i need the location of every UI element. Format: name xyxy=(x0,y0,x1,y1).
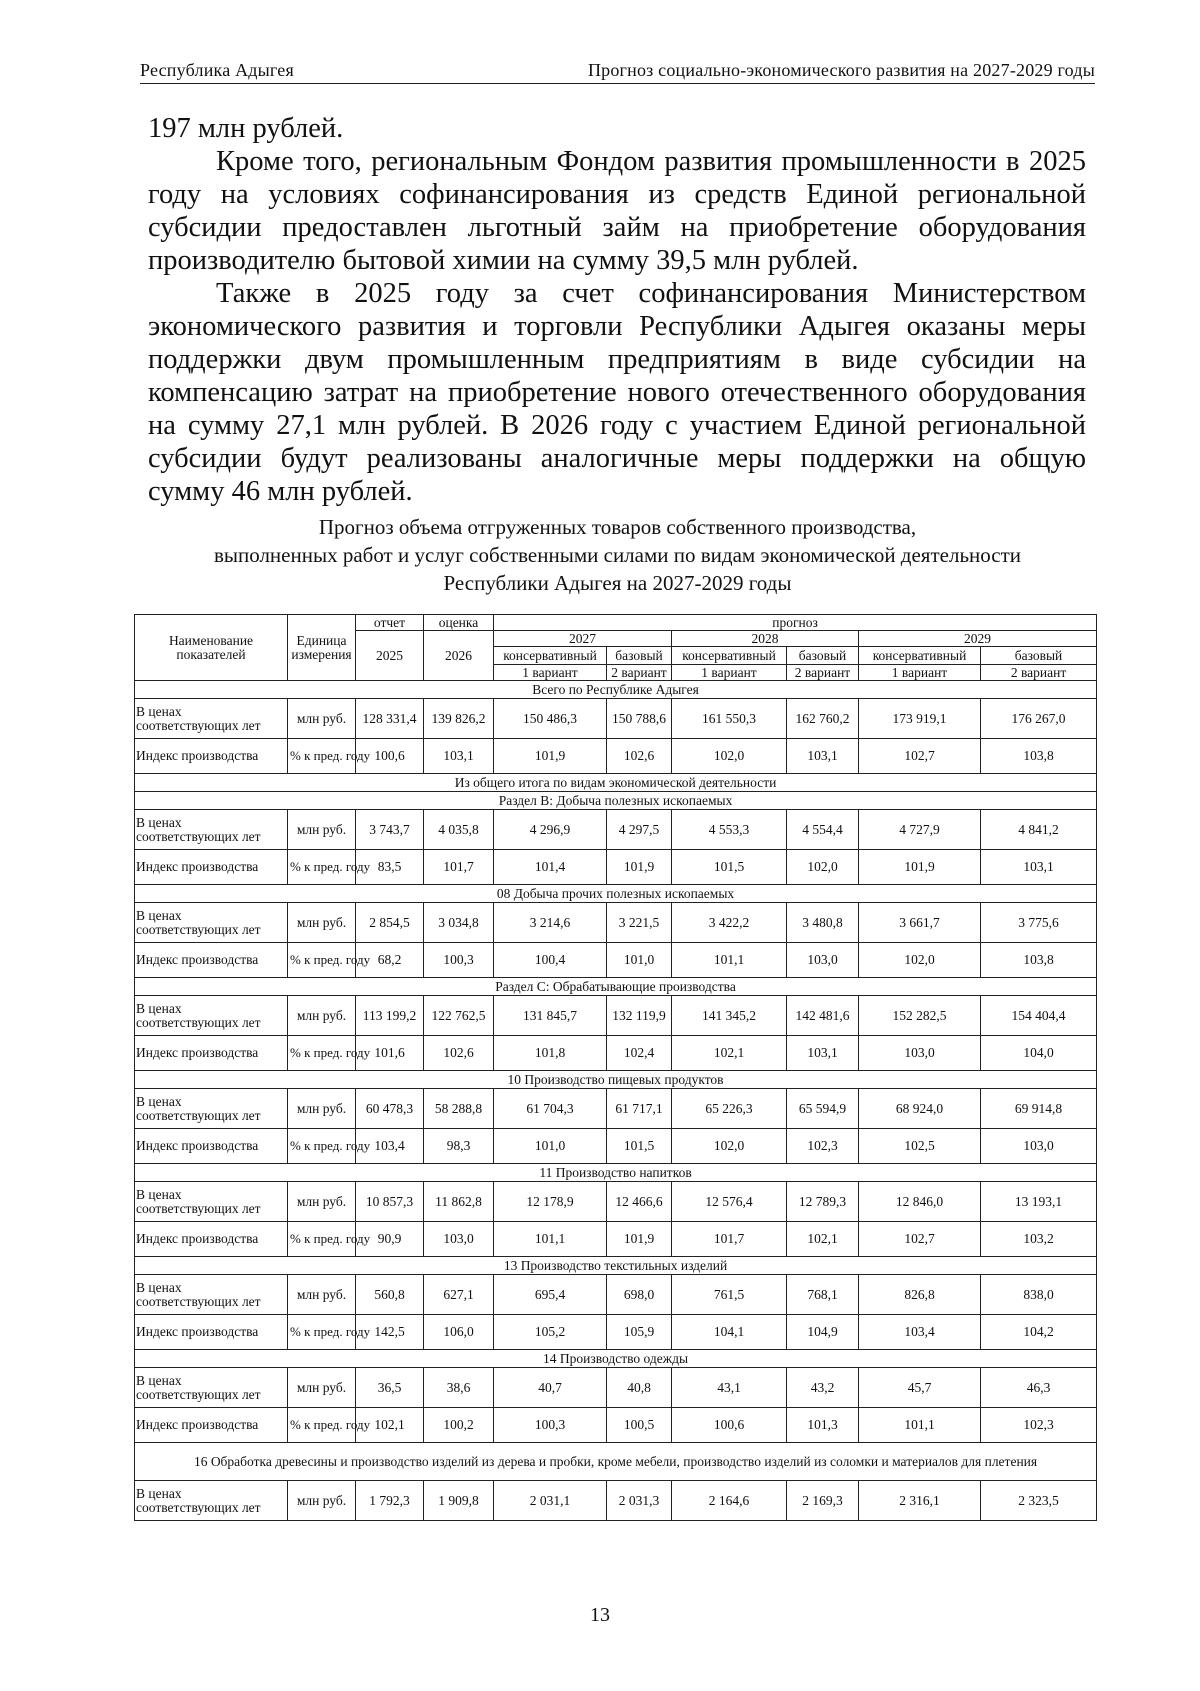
table-cell: 4 554,4 xyxy=(787,810,859,850)
table-title-line: выполненных работ и услуг собственными силами по видам экономической деятельности xyxy=(213,543,1022,567)
table-cell: 768,1 xyxy=(787,1275,859,1315)
row-label: Индекс производства xyxy=(135,943,288,978)
section-title: 13 Производство текстильных изделий xyxy=(135,1257,1097,1275)
table-cell: 3 480,8 xyxy=(787,903,859,943)
table-cell: 68,2 xyxy=(356,943,424,978)
row-label: В ценах соответствующих лет xyxy=(135,903,288,943)
table-cell: 4 841,2 xyxy=(981,810,1097,850)
table-title-line: Республики Адыгея на 2027-2029 годы xyxy=(443,571,792,595)
table-cell: 173 919,1 xyxy=(859,699,981,739)
row-label: В ценах соответствующих лет xyxy=(135,1089,288,1129)
table-row-index xyxy=(135,1036,1097,1071)
table-cell: 102,7 xyxy=(859,739,981,774)
row-label: В ценах соответствующих лет xyxy=(135,699,288,739)
table-cell: 102,0 xyxy=(672,1129,787,1164)
row-unit: млн руб. xyxy=(288,1182,356,1222)
table-cell: 101,0 xyxy=(607,943,672,978)
header-region: Республика Адыгея xyxy=(140,60,294,80)
row-unit: млн руб. xyxy=(288,1089,356,1129)
row-unit: млн руб. xyxy=(288,996,356,1036)
row-unit: млн руб. xyxy=(288,1368,356,1408)
header-year-2028: 2028 xyxy=(672,631,859,647)
table-cell: 3 743,7 xyxy=(356,810,424,850)
row-label: В ценах соответствующих лет xyxy=(135,1182,288,1222)
header-year-2029: 2029 xyxy=(859,631,1097,647)
body-text xyxy=(148,112,1086,508)
section-title: Раздел В: Добыча полезных ископаемых xyxy=(135,792,1097,810)
table-cell: 13 193,1 xyxy=(981,1182,1097,1222)
table-cell: 162 760,2 xyxy=(787,699,859,739)
table-cell: 142,5 xyxy=(356,1315,424,1350)
table-cell: 103,1 xyxy=(787,739,859,774)
table-cell: 152 282,5 xyxy=(859,996,981,1036)
table-cell: 4 297,5 xyxy=(607,810,672,850)
row-unit: % к пред. году xyxy=(288,1315,356,1350)
table-title xyxy=(140,513,1095,597)
table-row-prices xyxy=(135,1275,1097,1315)
table-cell: 12 576,4 xyxy=(672,1182,787,1222)
table-cell: 105,9 xyxy=(607,1315,672,1350)
row-label: Индекс производства xyxy=(135,1036,288,1071)
table-cell: 627,1 xyxy=(424,1275,494,1315)
table-cell: 176 267,0 xyxy=(981,699,1097,739)
table-cell: 4 727,9 xyxy=(859,810,981,850)
table-cell: 103,0 xyxy=(859,1036,981,1071)
table-row-index xyxy=(135,1222,1097,1257)
table-cell: 102,0 xyxy=(859,943,981,978)
table-cell: 2 323,5 xyxy=(981,1481,1097,1521)
table-cell: 101,3 xyxy=(787,1408,859,1443)
table-cell: 2 031,1 xyxy=(494,1481,607,1521)
table-cell: 102,0 xyxy=(787,850,859,885)
header-variant-1: 1 вариант xyxy=(859,665,981,681)
table-cell: 61 704,3 xyxy=(494,1089,607,1129)
row-unit: % к пред. году xyxy=(288,739,356,774)
table-cell: 90,9 xyxy=(356,1222,424,1257)
page-number: 13 xyxy=(590,1604,610,1626)
paragraph: Также в 2025 году за счет софинансирования Министерством экономического развития и торговли Республики Адыгея оказаны меры поддержки двум промышленным предприятиям в виде субсидии на компенсацию затрат на приобретение нового отечественного оборудования на сумму 27,1 млн рублей. В 2026 году с участием Единой региональной субсидии будут реализованы аналогичные меры поддержки на общую сумму 46 млн рублей. xyxy=(148,278,1086,507)
table-cell: 150 486,3 xyxy=(494,699,607,739)
header-base: базовый xyxy=(787,647,859,665)
table-cell: 46,3 xyxy=(981,1368,1097,1408)
table-cell: 101,4 xyxy=(494,850,607,885)
table-cell: 101,9 xyxy=(859,850,981,885)
section-title: 08 Добыча прочих полезных ископаемых xyxy=(135,885,1097,903)
table-cell: 103,0 xyxy=(424,1222,494,1257)
header-year-2027: 2027 xyxy=(494,631,672,647)
table-row-index xyxy=(135,850,1097,885)
table-cell: 103,0 xyxy=(981,1129,1097,1164)
table-cell: 102,0 xyxy=(672,739,787,774)
table-row-prices xyxy=(135,1481,1097,1521)
table-cell: 105,2 xyxy=(494,1315,607,1350)
table-cell: 40,8 xyxy=(607,1368,672,1408)
table-cell: 40,7 xyxy=(494,1368,607,1408)
table-cell: 142 481,6 xyxy=(787,996,859,1036)
table-cell: 102,6 xyxy=(424,1036,494,1071)
row-label: Индекс производства xyxy=(135,1315,288,1350)
table-cell: 838,0 xyxy=(981,1275,1097,1315)
section-title: 16 Обработка древесины и производство изделий из дерева и пробки, кроме мебели, производство изделий из соломки и материалов для плетения xyxy=(135,1443,1097,1481)
table-cell: 101,1 xyxy=(494,1222,607,1257)
header-base: базовый xyxy=(981,647,1097,665)
table-cell: 131 845,7 xyxy=(494,996,607,1036)
row-label: Индекс производства xyxy=(135,1222,288,1257)
section-title: 11 Производство напитков xyxy=(135,1164,1097,1182)
table-cell: 61 717,1 xyxy=(607,1089,672,1129)
table-cell: 102,7 xyxy=(859,1222,981,1257)
section-title: Из общего итога по видам экономической деятельности xyxy=(135,774,1097,792)
section-title: 14 Производство одежды xyxy=(135,1350,1097,1368)
table-cell: 3 661,7 xyxy=(859,903,981,943)
table-cell: 100,4 xyxy=(494,943,607,978)
table-row-index xyxy=(135,943,1097,978)
table-cell: 104,9 xyxy=(787,1315,859,1350)
table-cell: 11 862,8 xyxy=(424,1182,494,1222)
table-cell: 2 169,3 xyxy=(787,1481,859,1521)
table-cell: 3 775,6 xyxy=(981,903,1097,943)
table-cell: 3 422,2 xyxy=(672,903,787,943)
table-cell: 68 924,0 xyxy=(859,1089,981,1129)
header-forecast: прогноз xyxy=(494,615,1097,631)
table-cell: 103,1 xyxy=(787,1036,859,1071)
row-unit: % к пред. году xyxy=(288,850,356,885)
table-cell: 98,3 xyxy=(424,1129,494,1164)
header-variant-1: 1 вариант xyxy=(494,665,607,681)
table-cell: 695,4 xyxy=(494,1275,607,1315)
table-row-prices xyxy=(135,1089,1097,1129)
table-cell: 45,7 xyxy=(859,1368,981,1408)
table-cell: 104,0 xyxy=(981,1036,1097,1071)
table-cell: 102,4 xyxy=(607,1036,672,1071)
table-cell: 122 762,5 xyxy=(424,996,494,1036)
table-cell: 102,3 xyxy=(981,1408,1097,1443)
header-year-2026: 2026 xyxy=(424,631,494,681)
paragraph: Кроме того, региональным Фондом развития промышленности в 2025 году на условиях софинансирования из средств Единой региональной субсидии предоставлен льготный займ на приобретение оборудования производителю бытовой химии на сумму 39,5 млн рублей. xyxy=(148,146,1086,276)
row-label: В ценах соответствующих лет xyxy=(135,810,288,850)
row-label: Индекс производства xyxy=(135,850,288,885)
table-row-prices xyxy=(135,996,1097,1036)
table-row-index xyxy=(135,1315,1097,1350)
header-document-title: Прогноз социально-экономического развития на 2027-2029 годы xyxy=(587,60,1095,80)
table-cell: 106,0 xyxy=(424,1315,494,1350)
row-unit: млн руб. xyxy=(288,699,356,739)
table-cell: 12 466,6 xyxy=(607,1182,672,1222)
table-cell: 102,1 xyxy=(672,1036,787,1071)
paragraph: 197 млн рублей. xyxy=(148,113,344,144)
table-cell: 103,1 xyxy=(424,739,494,774)
header-unit: Единица измерения xyxy=(288,615,356,681)
running-header xyxy=(140,60,1095,84)
table-cell: 65 594,9 xyxy=(787,1089,859,1129)
row-label: Индекс производства xyxy=(135,1129,288,1164)
table-cell: 83,5 xyxy=(356,850,424,885)
row-unit: млн руб. xyxy=(288,903,356,943)
table-cell: 141 345,2 xyxy=(672,996,787,1036)
table-cell: 154 404,4 xyxy=(981,996,1097,1036)
header-variant-2: 2 вариант xyxy=(981,665,1097,681)
row-unit: млн руб. xyxy=(288,1275,356,1315)
table-cell: 3 221,5 xyxy=(607,903,672,943)
table-cell: 102,6 xyxy=(607,739,672,774)
table-cell: 2 316,1 xyxy=(859,1481,981,1521)
section-title: 10 Производство пищевых продуктов xyxy=(135,1071,1097,1089)
table-cell: 101,9 xyxy=(494,739,607,774)
table-cell: 4 035,8 xyxy=(424,810,494,850)
row-unit: млн руб. xyxy=(288,810,356,850)
row-label: В ценах соответствующих лет xyxy=(135,996,288,1036)
section-title: Раздел С: Обрабатывающие производства xyxy=(135,978,1097,996)
table-cell: 100,6 xyxy=(672,1408,787,1443)
header-variant-2: 2 вариант xyxy=(607,665,672,681)
table-cell: 103,4 xyxy=(859,1315,981,1350)
table-cell: 102,1 xyxy=(787,1222,859,1257)
table-cell: 104,1 xyxy=(672,1315,787,1350)
table-cell: 101,9 xyxy=(607,1222,672,1257)
table-cell: 36,5 xyxy=(356,1368,424,1408)
row-label: В ценах соответствующих лет xyxy=(135,1275,288,1315)
table-cell: 43,2 xyxy=(787,1368,859,1408)
table-cell: 826,8 xyxy=(859,1275,981,1315)
table-cell: 150 788,6 xyxy=(607,699,672,739)
table-cell: 12 846,0 xyxy=(859,1182,981,1222)
table-cell: 100,3 xyxy=(424,943,494,978)
header-year-2025: 2025 xyxy=(356,631,424,681)
table-cell: 10 857,3 xyxy=(356,1182,424,1222)
table-row-prices xyxy=(135,1182,1097,1222)
header-conservative: консервативный xyxy=(672,647,787,665)
row-unit: % к пред. году xyxy=(288,1036,356,1071)
table-cell: 69 914,8 xyxy=(981,1089,1097,1129)
header-estimate: оценка xyxy=(424,615,494,631)
row-unit: % к пред. году xyxy=(288,943,356,978)
header-conservative: консервативный xyxy=(859,647,981,665)
row-label: Индекс производства xyxy=(135,1408,288,1443)
table-cell: 100,2 xyxy=(424,1408,494,1443)
table-row-prices xyxy=(135,903,1097,943)
table-cell: 101,0 xyxy=(494,1129,607,1164)
forecast-table xyxy=(134,614,1097,1521)
table-cell: 101,6 xyxy=(356,1036,424,1071)
table-cell: 4 553,3 xyxy=(672,810,787,850)
table-row-prices xyxy=(135,1368,1097,1408)
header-indicator: Наименование показателей xyxy=(135,615,288,681)
table-row-prices xyxy=(135,699,1097,739)
table-cell: 4 296,9 xyxy=(494,810,607,850)
table-cell: 102,5 xyxy=(859,1129,981,1164)
header-base: базовый xyxy=(607,647,672,665)
row-label: Индекс производства xyxy=(135,739,288,774)
table-row-index xyxy=(135,1129,1097,1164)
row-label: В ценах соответствующих лет xyxy=(135,1481,288,1521)
table-cell: 2 164,6 xyxy=(672,1481,787,1521)
table-cell: 2 854,5 xyxy=(356,903,424,943)
table-cell: 103,2 xyxy=(981,1222,1097,1257)
table-cell: 1 792,3 xyxy=(356,1481,424,1521)
table-cell: 58 288,8 xyxy=(424,1089,494,1129)
table-cell: 103,8 xyxy=(981,739,1097,774)
table-cell: 698,0 xyxy=(607,1275,672,1315)
table-cell: 102,1 xyxy=(356,1408,424,1443)
header-conservative: консервативный xyxy=(494,647,607,665)
table-row-index xyxy=(135,1408,1097,1443)
row-label: В ценах соответствующих лет xyxy=(135,1368,288,1408)
table-cell: 104,2 xyxy=(981,1315,1097,1350)
row-unit: млн руб. xyxy=(288,1481,356,1521)
table-cell: 132 119,9 xyxy=(607,996,672,1036)
table-cell: 101,5 xyxy=(672,850,787,885)
table-cell: 100,3 xyxy=(494,1408,607,1443)
table-cell: 101,1 xyxy=(672,943,787,978)
table-cell: 103,8 xyxy=(981,943,1097,978)
table-cell: 128 331,4 xyxy=(356,699,424,739)
table-cell: 43,1 xyxy=(672,1368,787,1408)
table-cell: 560,8 xyxy=(356,1275,424,1315)
table-title-line: Прогноз объема отгруженных товаров собственного производства, xyxy=(318,515,917,539)
header-report: отчет xyxy=(356,615,424,631)
header-variant-2: 2 вариант xyxy=(787,665,859,681)
table-cell: 103,0 xyxy=(787,943,859,978)
table-cell: 3 034,8 xyxy=(424,903,494,943)
header-variant-1: 1 вариант xyxy=(672,665,787,681)
section-title: Всего по Республике Адыгея xyxy=(135,681,1097,699)
table-cell: 60 478,3 xyxy=(356,1089,424,1129)
table-cell: 139 826,2 xyxy=(424,699,494,739)
table-cell: 2 031,3 xyxy=(607,1481,672,1521)
table-cell: 113 199,2 xyxy=(356,996,424,1036)
table-cell: 761,5 xyxy=(672,1275,787,1315)
table-cell: 101,1 xyxy=(859,1408,981,1443)
table-cell: 1 909,8 xyxy=(424,1481,494,1521)
table-cell: 38,6 xyxy=(424,1368,494,1408)
row-unit: % к пред. году xyxy=(288,1408,356,1443)
table-cell: 65 226,3 xyxy=(672,1089,787,1129)
table-cell: 102,3 xyxy=(787,1129,859,1164)
table-cell: 101,7 xyxy=(424,850,494,885)
table-cell: 12 178,9 xyxy=(494,1182,607,1222)
table-cell: 12 789,3 xyxy=(787,1182,859,1222)
table-cell: 103,4 xyxy=(356,1129,424,1164)
table-cell: 101,8 xyxy=(494,1036,607,1071)
table-cell: 100,6 xyxy=(356,739,424,774)
table-cell: 161 550,3 xyxy=(672,699,787,739)
table-cell: 101,7 xyxy=(672,1222,787,1257)
row-unit: % к пред. году xyxy=(288,1129,356,1164)
table-cell: 3 214,6 xyxy=(494,903,607,943)
table-cell: 101,9 xyxy=(607,850,672,885)
table-row-prices xyxy=(135,810,1097,850)
table-row-index xyxy=(135,739,1097,774)
table-cell: 103,1 xyxy=(981,850,1097,885)
table-cell: 100,5 xyxy=(607,1408,672,1443)
table-cell: 101,5 xyxy=(607,1129,672,1164)
row-unit: % к пред. году xyxy=(288,1222,356,1257)
